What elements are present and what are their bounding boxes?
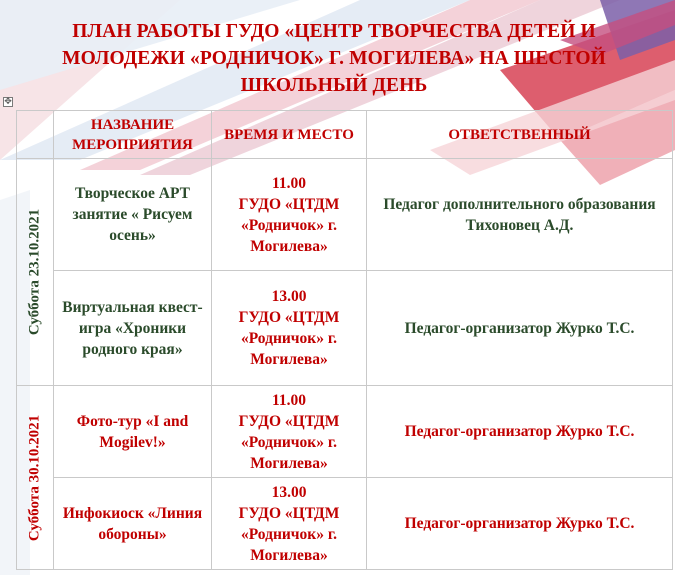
day-cell: [17, 159, 54, 386]
day-cell: [17, 386, 54, 570]
event-place: ГУДО «ЦТДМ «Родничок» г. Могилева»: [238, 504, 340, 564]
responsible-person: Педагог-организатор Журко Т.С.: [404, 423, 635, 440]
event-name: Виртуальная квест-игра «Хроники родного края»: [62, 298, 203, 358]
header-event: НАЗВАНИЕ МЕРОПРИЯТИЯ: [54, 111, 212, 159]
event-name: Фото-тур «I and Mogilev!»: [76, 412, 189, 451]
responsible-cell: [367, 159, 673, 271]
table-row: [17, 159, 673, 271]
event-place: ГУДО «ЦТДМ «Родничок» г. Могилева»: [238, 412, 340, 472]
day-label: Суббота 23.10.2021: [26, 208, 43, 336]
event-time: 13.00: [271, 483, 307, 501]
responsible-cell: [367, 386, 673, 478]
day-label: Суббота 30.10.2021: [26, 414, 43, 541]
page-title: ПЛАН РАБОТЫ ГУДО «ЦЕНТР ТВОРЧЕСТВА ДЕТЕЙ И МОЛОДЕЖИ «РОДНИЧОК» Г. МОГИЛЕВА» НА ШЕСТОЙ ШКОЛЬНЫЙ ДЕНЬ: [62, 21, 606, 96]
time-place-cell: [212, 271, 367, 386]
header-day: [17, 111, 54, 159]
time-place-cell: [212, 478, 367, 570]
event-place: ГУДО «ЦТДМ «Родничок» г. Могилева»: [238, 195, 340, 255]
move-cross-icon[interactable]: ✥: [4, 97, 12, 107]
event-cell: [54, 159, 212, 271]
header-time-place: ВРЕМЯ И МЕСТО: [212, 111, 367, 159]
event-time: 11.00: [271, 174, 307, 192]
event-place: ГУДО «ЦТДМ «Родничок» г. Могилева»: [238, 309, 340, 368]
schedule-table: [16, 110, 673, 570]
table-header-row: [17, 111, 673, 159]
responsible-person: Педагог-организатор Журко Т.С.: [404, 319, 635, 337]
header-responsible: ОТВЕТСТВЕННЫЙ: [367, 111, 673, 159]
time-place-cell: [212, 159, 367, 271]
event-time: 11.00: [271, 391, 307, 409]
table-row: [17, 478, 673, 570]
time-place-cell: [212, 386, 367, 478]
responsible-cell: [367, 478, 673, 570]
event-name: Инфокиоск «Линия обороны»: [62, 504, 203, 543]
responsible-person: Педагог дополнительного образования Тихоновец А.Д.: [383, 195, 656, 234]
event-name: Творческое АРТ занятие « Рисуем осень»: [72, 185, 193, 244]
event-cell: [54, 478, 212, 570]
event-cell: [54, 386, 212, 478]
event-time: 13.00: [271, 288, 307, 305]
event-cell: [54, 271, 212, 386]
responsible-cell: [367, 271, 673, 386]
table-row: [17, 271, 673, 386]
table-row: [17, 386, 673, 478]
responsible-person: Педагог-организатор Журко Т.С.: [404, 515, 635, 532]
